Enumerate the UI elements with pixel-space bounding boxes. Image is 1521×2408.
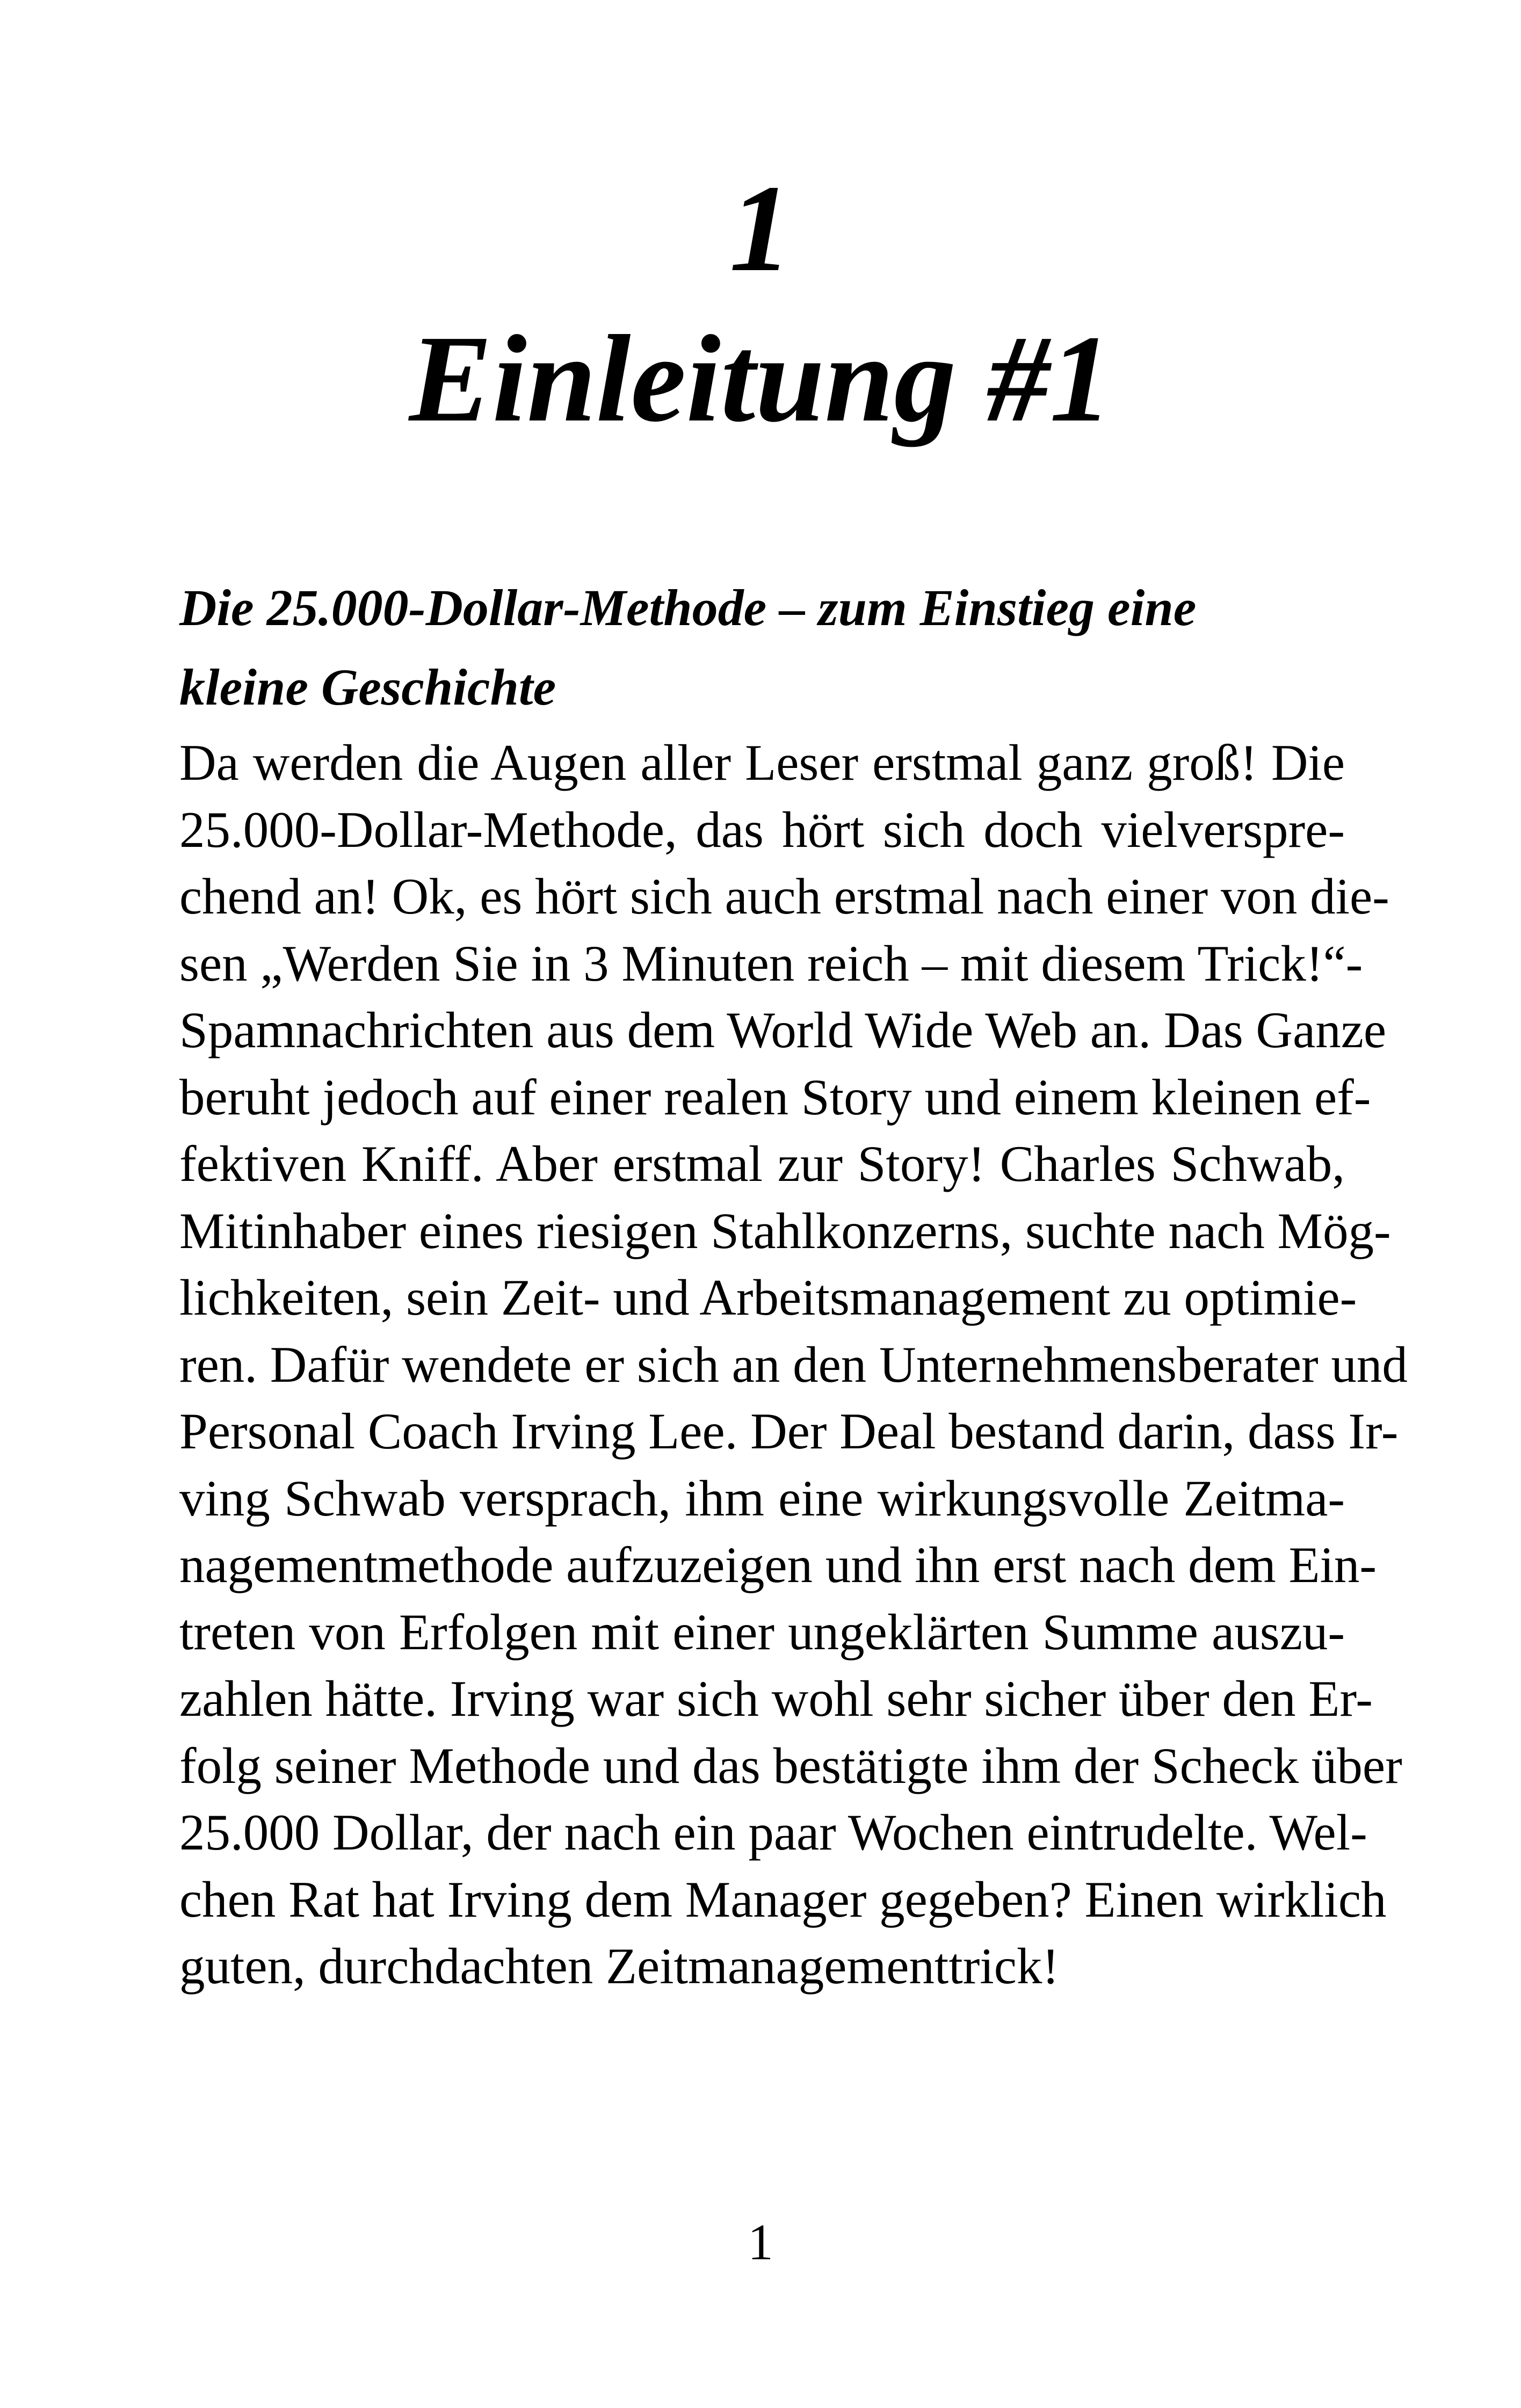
body-line: Mitinhaber eines riesigen Stahlkonzerns, suchte nach Mög-: [179, 1202, 1391, 1259]
body-line: ving Schwab versprach, ihm eine wirkungsvolle Zeitma-: [179, 1469, 1345, 1527]
body-line: treten von Erfolgen mit einer ungeklärten Summe auszu-: [179, 1603, 1345, 1660]
body-line: beruht jedoch auf einer realen Story und einem kleinen ef-: [179, 1068, 1371, 1126]
body-line: folg seiner Methode und das bestätigte ihm der Scheck über: [179, 1737, 1402, 1794]
section-heading: [179, 568, 1345, 727]
body-line: Da werden die Augen aller Leser erstmal ganz groß! Die: [179, 734, 1345, 791]
section-heading-line: Die 25.000-Dollar-Methode – zum Einstieg eine: [179, 579, 1197, 636]
body-line: zahlen hätte. Irving war sich wohl sehr sicher über den Er-: [179, 1670, 1373, 1727]
body-line: ren. Dafür wendete er sich an den Unternehmensberater und: [179, 1336, 1408, 1393]
body-line: guten, durchdachten Zeitmanagementtrick!: [179, 1938, 1060, 1994]
body-line: fektiven Kniff. Aber erstmal zur Story! Charles Schwab,: [179, 1135, 1345, 1192]
chapter-title: Einleitung #1: [409, 310, 1112, 448]
chapter-number: 1: [729, 159, 792, 298]
page-number: 1: [748, 2214, 773, 2271]
body-line: 25.000-Dollar-Methode, das hört sich doch vielverspre-: [179, 801, 1345, 858]
body-line: lichkeiten, sein Zeit- und Arbeitsmanagement zu optimie-: [179, 1269, 1357, 1326]
body-line: Spamnachrichten aus dem World Wide Web an. Das Ganze: [179, 1002, 1387, 1058]
body-line: 25.000 Dollar, der nach ein paar Wochen eintrudelte. Wel-: [179, 1804, 1367, 1861]
body-line: Personal Coach Irving Lee. Der Deal bestand darin, dass Ir-: [179, 1403, 1399, 1460]
body-line: chend an! Ok, es hört sich auch erstmal nach einer von die-: [179, 868, 1389, 925]
body-line: nagementmethode aufzuzeigen und ihn erst nach dem Ein-: [179, 1536, 1377, 1593]
section-heading-line: kleine Geschichte: [179, 658, 556, 716]
body-paragraph: [179, 729, 1408, 2000]
body-line: chen Rat hat Irving dem Manager gegeben? Einen wirklich: [179, 1870, 1387, 1928]
body-line: sen „Werden Sie in 3 Minuten reich – mit diesem Trick!“-: [179, 934, 1363, 992]
